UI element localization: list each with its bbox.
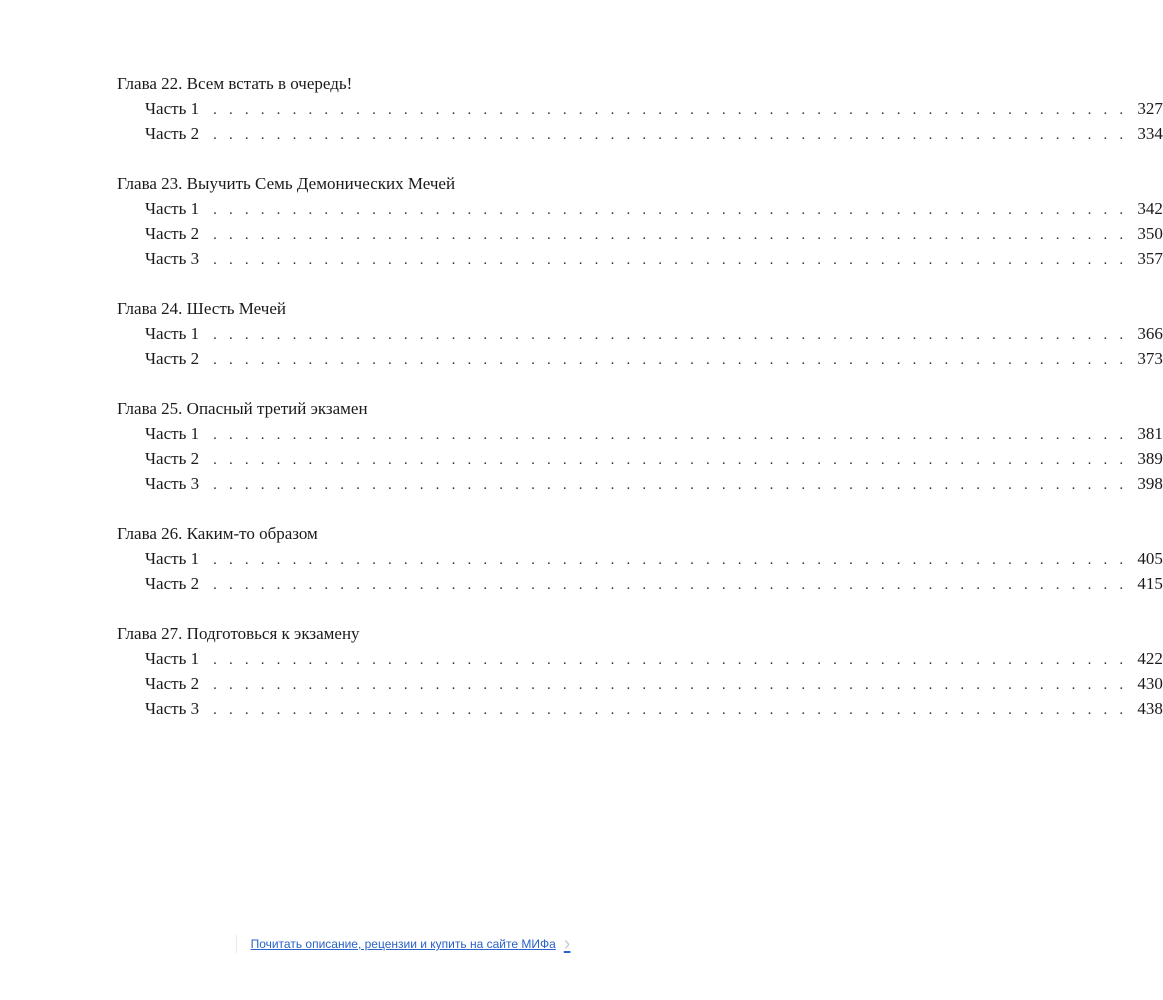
page-number: 342 [1137,199,1163,218]
page-number: 422 [1137,649,1163,668]
part-label: Часть 2 [145,349,200,368]
chapter-title[interactable]: Глава 27. Подготовься к экзамену [117,624,360,643]
dot-leader: . . . . . . . . . . . . . . . . . . . . . . . . . . . . . . . . . . . . . . . . . . . . . . . . . . . . . . . . . . [213,427,1128,443]
part-label: Часть 1 [145,649,200,668]
toc-entry[interactable] [117,646,1163,671]
toc-entry[interactable] [117,446,1163,471]
chapter-title[interactable]: Глава 23. Выучить Семь Демонических Мечей [117,174,456,193]
dot-leader: . . . . . . . . . . . . . . . . . . . . . . . . . . . . . . . . . . . . . . . . . . . . . . . . . . . . . . . . . . [213,677,1128,693]
toc-entry[interactable] [117,321,1163,346]
table-of-contents [117,71,1163,746]
part-label: Часть 2 [145,674,200,693]
part-label: Часть 1 [145,549,200,568]
toc-entry[interactable] [117,221,1163,246]
part-label: Часть 2 [145,124,200,143]
part-label: Часть 3 [145,699,200,718]
toc-chapter [117,296,1163,371]
page-number: 381 [1137,424,1163,443]
chapter-title[interactable]: Глава 25. Опасный третий экзамен [117,399,368,418]
part-label: Часть 2 [145,224,200,243]
buy-on-mif-link-text: Почитать описание, рецензии и купить на сайте МИФа [250,937,556,951]
page-number: 405 [1137,549,1163,568]
part-label: Часть 1 [145,199,200,218]
toc-entry[interactable] [117,571,1163,596]
toc-entry[interactable] [117,421,1163,446]
dot-leader: . . . . . . . . . . . . . . . . . . . . . . . . . . . . . . . . . . . . . . . . . . . . . . . . . . . . . . . . . . [213,227,1128,243]
part-label: Часть 2 [145,574,200,593]
dot-leader: . . . . . . . . . . . . . . . . . . . . . . . . . . . . . . . . . . . . . . . . . . . . . . . . . . . . . . . . . . [213,577,1128,593]
buy-on-mif-link[interactable] [236,935,575,953]
part-label: Часть 3 [145,249,200,268]
toc-entry[interactable] [117,696,1163,721]
toc-entry[interactable] [117,346,1163,371]
page-number: 350 [1137,224,1163,243]
toc-entry[interactable] [117,121,1163,146]
part-label: Часть 1 [145,424,200,443]
chapter-title[interactable]: Глава 26. Каким-то образом [117,524,318,543]
dot-leader: . . . . . . . . . . . . . . . . . . . . . . . . . . . . . . . . . . . . . . . . . . . . . . . . . . . . . . . . . . [213,477,1128,493]
chapter-title[interactable]: Глава 22. Всем встать в очередь! [117,74,353,93]
dot-leader: . . . . . . . . . . . . . . . . . . . . . . . . . . . . . . . . . . . . . . . . . . . . . . . . . . . . . . . . . . [213,327,1128,343]
page-number: 389 [1137,449,1163,468]
page-number: 438 [1137,699,1163,718]
page-number: 327 [1137,99,1163,118]
page-number: 430 [1137,674,1163,693]
toc-entry[interactable] [117,671,1163,696]
page-number: 398 [1137,474,1163,493]
page-number: 415 [1137,574,1163,593]
chapter-title[interactable]: Глава 24. Шесть Мечей [117,299,286,318]
toc-chapter [117,396,1163,496]
part-label: Часть 2 [145,449,200,468]
part-label: Часть 3 [145,474,200,493]
toc-entry[interactable] [117,471,1163,496]
part-label: Часть 1 [145,99,200,118]
toc-entry[interactable] [117,196,1163,221]
dot-leader: . . . . . . . . . . . . . . . . . . . . . . . . . . . . . . . . . . . . . . . . . . . . . . . . . . . . . . . . . . [213,127,1128,143]
page-number: 366 [1137,324,1163,343]
page-number: 373 [1137,349,1163,368]
dot-leader: . . . . . . . . . . . . . . . . . . . . . . . . . . . . . . . . . . . . . . . . . . . . . . . . . . . . . . . . . . [213,102,1128,118]
chevron-right-icon: › [563,933,571,955]
toc-chapter [117,621,1163,721]
dot-leader: . . . . . . . . . . . . . . . . . . . . . . . . . . . . . . . . . . . . . . . . . . . . . . . . . . . . . . . . . . [213,252,1128,268]
toc-chapter [117,71,1163,146]
dot-leader: . . . . . . . . . . . . . . . . . . . . . . . . . . . . . . . . . . . . . . . . . . . . . . . . . . . . . . . . . . [213,202,1128,218]
toc-chapter [117,521,1163,596]
page-number: 334 [1137,124,1163,143]
dot-leader: . . . . . . . . . . . . . . . . . . . . . . . . . . . . . . . . . . . . . . . . . . . . . . . . . . . . . . . . . . [213,652,1128,668]
dot-leader: . . . . . . . . . . . . . . . . . . . . . . . . . . . . . . . . . . . . . . . . . . . . . . . . . . . . . . . . . . [213,552,1128,568]
page-number: 357 [1137,249,1163,268]
toc-entry[interactable] [117,96,1163,121]
toc-chapter [117,171,1163,271]
toc-entry[interactable] [117,246,1163,271]
dot-leader: . . . . . . . . . . . . . . . . . . . . . . . . . . . . . . . . . . . . . . . . . . . . . . . . . . . . . . . . . . [213,452,1128,468]
part-label: Часть 1 [145,324,200,343]
toc-entry[interactable] [117,546,1163,571]
dot-leader: . . . . . . . . . . . . . . . . . . . . . . . . . . . . . . . . . . . . . . . . . . . . . . . . . . . . . . . . . . [213,702,1128,718]
footer [0,935,800,953]
dot-leader: . . . . . . . . . . . . . . . . . . . . . . . . . . . . . . . . . . . . . . . . . . . . . . . . . . . . . . . . . . [213,352,1128,368]
